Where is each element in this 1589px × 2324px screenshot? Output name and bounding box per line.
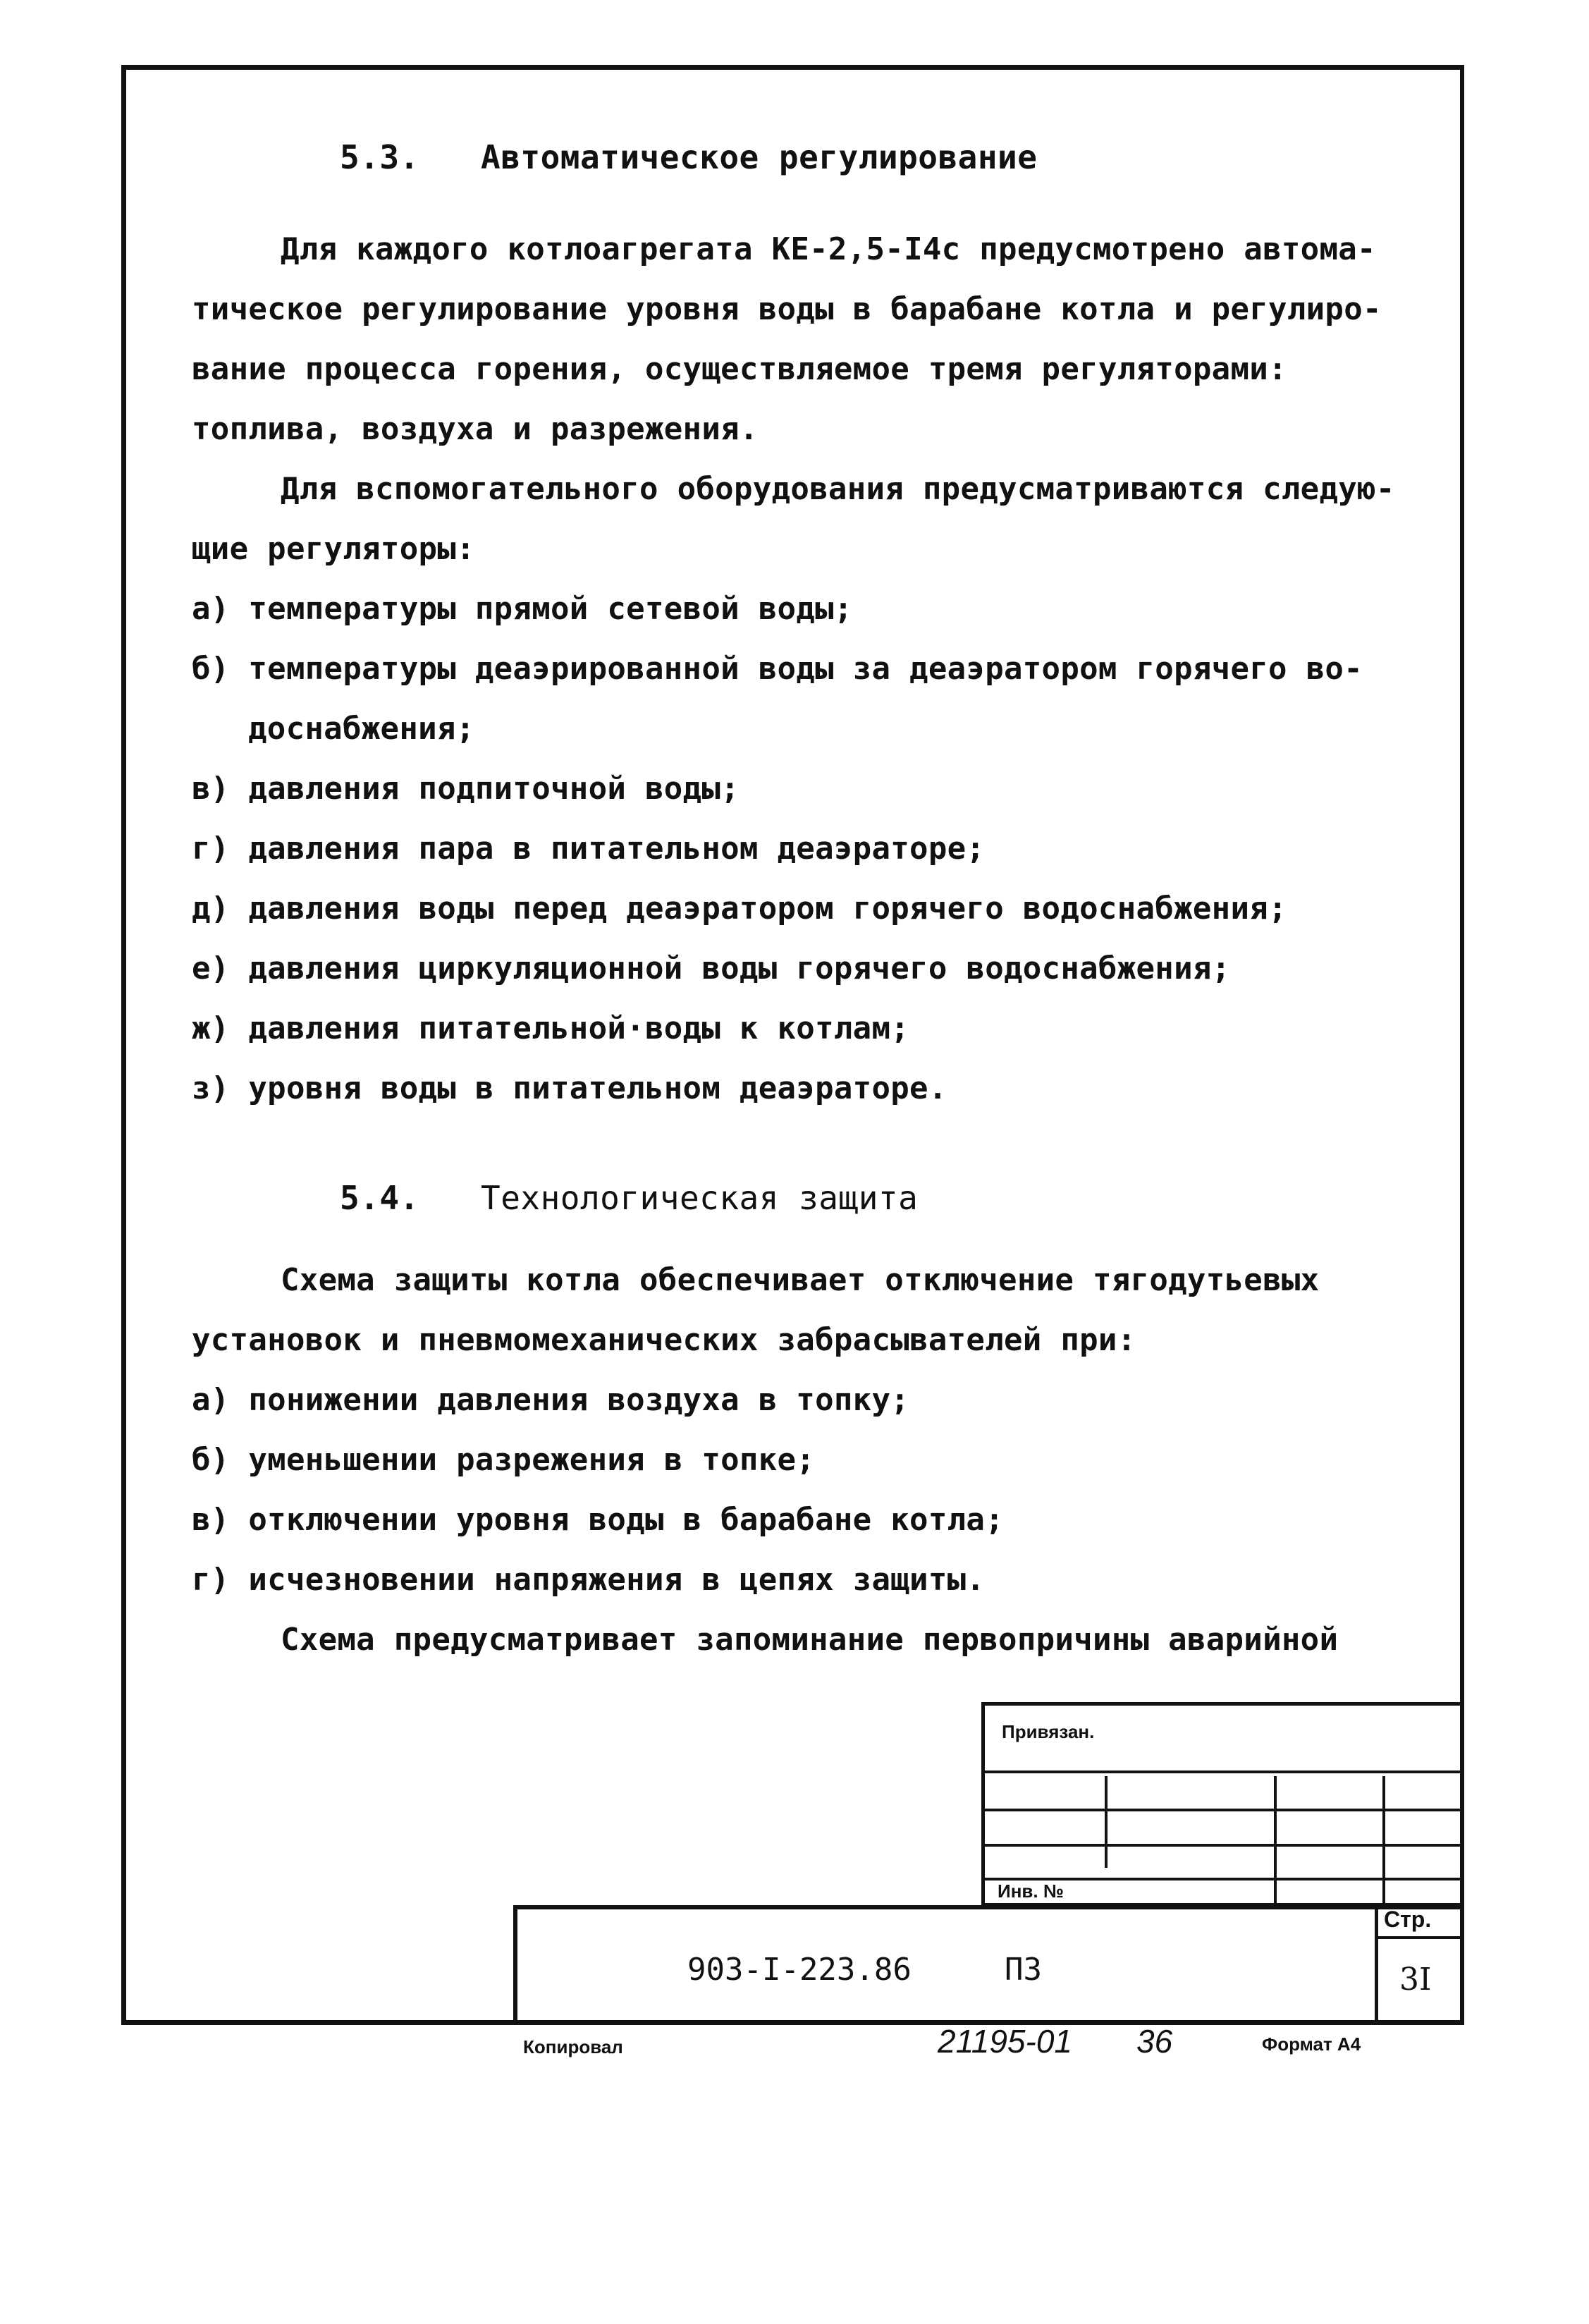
paragraph-line: Для вспомогательного оборудования предусматриваются следую- [281,471,1395,507]
paragraph-line: топлива, воздуха и разрежения. [192,411,759,447]
list-item: в) давления подпиточной воды; [192,771,740,807]
document-type: ПЗ [1005,1952,1042,1988]
list-item: б) уменьшении разрежения в топке; [192,1442,816,1478]
paragraph-line: вание процесса горения, осуществляемое тремя регуляторами: [192,351,1287,387]
section-heading [340,138,1037,176]
paragraph-line: установок и пневмомеханических забрасывателей при: [192,1322,1136,1358]
title-block [513,1905,1464,2025]
section-number: 5.3. [340,138,419,176]
list-item: ж) давления питательной·воды к котлам; [192,1010,910,1046]
list-item: г) давления пара в питательном деаэраторе; [192,831,986,867]
list-item: а) понижении давления воздуха в топку; [192,1382,910,1418]
list-item: е) давления циркуляционной воды горячего водоснабжения; [192,950,1231,986]
paragraph-line: Схема предусматривает запоминание первопричины аварийной [281,1622,1339,1658]
list-item: в) отключении уровня воды в барабане котла; [192,1502,1004,1538]
handwritten-order-number: 21195-01 [938,2023,1072,2060]
list-item: д) давления воды перед деаэратором горячего водоснабжения; [192,891,1287,926]
list-item: б) температуры деаэрированной воды за деаэратором горячего во- [192,651,1363,687]
copied-by-label: Копировал [523,2036,623,2057]
sheet-number: 3I [1399,1962,1432,1998]
paragraph-line: Для каждого котлоагрегата КЕ-2,5-I4с предусмотрено автома- [281,231,1376,267]
approval-stamp-table [981,1702,1462,1907]
document-code: 903-I-223.86 [687,1952,912,1988]
section-number: 5.4. [340,1179,419,1217]
section-title: Автоматическое регулирование [481,138,1038,176]
section-title: Технологическая защита [481,1179,919,1217]
sheet-label: Стр. [1384,1907,1432,1932]
handwritten-page-number: 36 [1136,2023,1173,2060]
section-heading [340,1179,918,1217]
paragraph-line: Схема защиты котла обеспечивает отключение тягодутьевых [281,1262,1320,1298]
inventory-number-label: Инв. № [998,1880,1064,1902]
applied-label: Привязан. [1002,1721,1095,1742]
list-item-continuation: доснабжения; [248,711,475,747]
list-item: а) температуры прямой сетевой воды; [192,591,853,627]
paragraph-line: щие регуляторы: [192,531,475,567]
list-item: г) исчезновении напряжения в цепях защиты. [192,1562,986,1598]
list-item: з) уровня воды в питательном деаэраторе. [192,1070,947,1106]
paper-format-label: Формат А4 [1262,2034,1361,2055]
paragraph-line: тическое регулирование уровня воды в барабане котла и регулиро- [192,291,1382,327]
